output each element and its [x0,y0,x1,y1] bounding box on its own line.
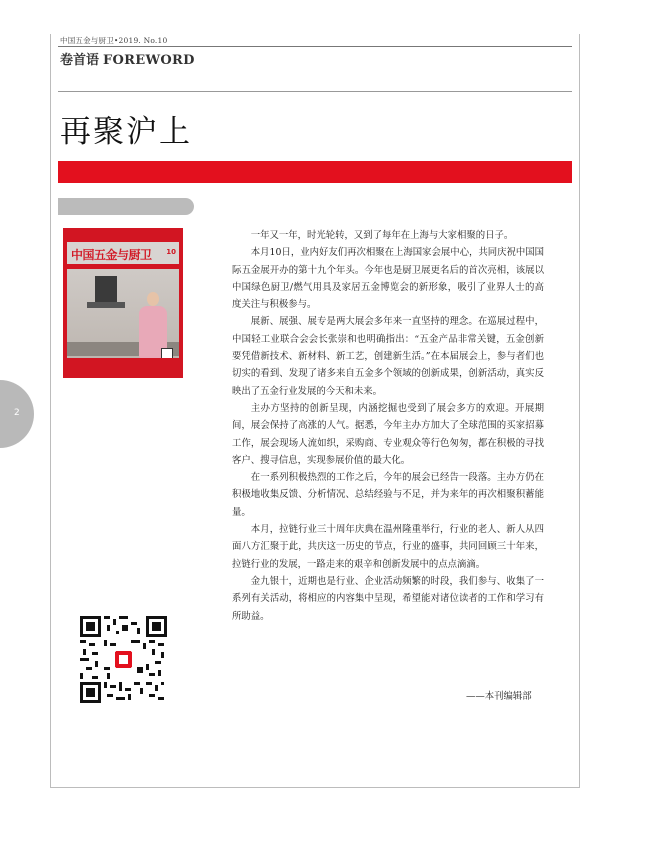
header-rule [58,46,572,47]
section-label [60,49,195,68]
editorial-signoff: ——本刊编辑部 [466,691,532,702]
paragraph: 金九银十，近期也是行业、企业活动频繁的时段，我们参与、收集了一系列有关活动，将相应的内容集中呈现，希望能对诸位读者的工作和学习有所助益。 [232,575,544,622]
cover-top-strip [67,232,179,242]
page-number-tab [0,380,34,448]
cover-footer-strip [67,358,179,374]
cover-issue-number: 10 [166,248,176,256]
qr-code-icon [80,616,167,703]
title-rule [58,91,572,92]
paragraph: 本月10日，业内好友们再次相聚在上海国家会展中心，共同庆祝中国国际五金展开办的第十九个年头。今年也是厨卫展更名后的首次亮相，该展以中国绿色厨卫/燃气用具及家居五金博览会的新形象，吸引了业界人士的高度关注与积极参与。 [232,247,544,311]
paragraph: 一年又一年，时光轮转，又到了每年在上海与大家相聚的日子。 [250,230,514,241]
paragraph: 本月，拉链行业三十周年庆典在温州隆重举行，行业的老人、新人从四面八方汇聚于此，共庆这一历史的节点，行业的盛事，共同回顾三十年来，拉链行业的发展，一路走来的艰辛和创新发展中的点点滴滴。 [232,524,544,570]
magazine-cover-image [63,228,183,378]
section-label-en: FOREWORD [103,53,195,68]
paragraph: 主办方坚持的创新呈现，内涵挖掘也受到了展会多方的欢迎。开展期间，展会保持了高涨的人气。据悉，今年主办方加大了全球范围的买家招募工作，展会现场人流如织，采购商、专业观众等行色匆匆，都在积极的寻找客户、搜寻信息，实现参展价值的最大化。 [232,402,544,466]
grey-tab-decoration [58,198,194,215]
model-head-graphic [147,292,159,306]
article-body [232,227,544,625]
article-title: 再聚沪上 [60,114,192,150]
paragraph: 展新、展强、展专是两大展会多年来一直坚持的理念。在巡展过程中，中国轻工业联合会会长张崇和也明确指出：“五金产品非常关键，五金创新要凭借新技术、新材料、新工艺，创建新生活。”在本届展会上，参与者们也切实的看到、发现了诸多来自五金多个领域的创新成果，创新活动，真实反映出了五金行业发展的今天和未来。 [232,316,544,397]
page-number: 2 [14,408,20,418]
red-banner-bar [58,161,572,183]
paragraph: 在一系列积极热烈的工作之后，今年的展会已经告一段落。主办方仍在积极地收集反馈、分析情况、总结经验与不足，并为来年的再次相聚积蓄能量。 [232,472,544,518]
cover-masthead: 中国五金与厨卫 [71,248,152,262]
section-label-cn: 卷首语 [60,53,100,68]
range-hood-base-graphic [87,302,125,308]
issue-line: 中国五金与厨卫•2019. No.10 [60,36,168,45]
